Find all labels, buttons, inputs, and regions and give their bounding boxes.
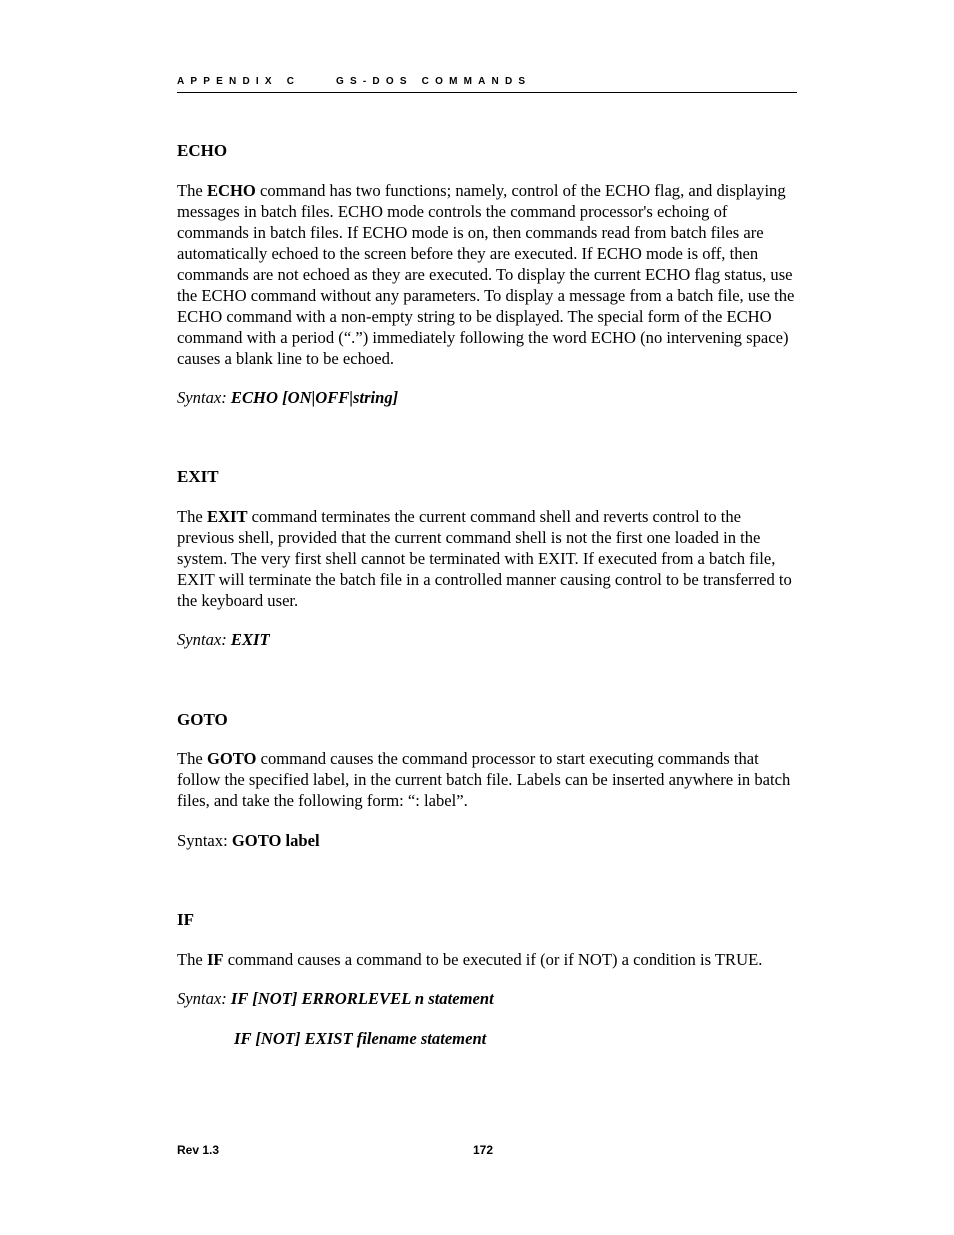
syntax-if (177, 988, 494, 1009)
text: command terminates the current command shell and reverts control to the previous shell, provided that the current command shell is not the first one loaded in the system. The very first shell cannot be terminated with EXIT. If executed from a batch file, EXIT will terminate the batch file in a controlled manner causing control to be transferred to the keyboard user. (177, 507, 792, 610)
text: command causes the command processor to start executing commands that follow the specified label, in the current batch file. Labels can be inserted anywhere in batch files, and take the following form: “: label”. (177, 749, 791, 810)
syntax-goto (177, 830, 320, 851)
footer-revision: Rev 1.3 (177, 1143, 220, 1157)
syntax-exit (177, 629, 270, 650)
paragraph-if (177, 949, 797, 970)
syntax-command: ECHO [ON|OFF|string] (230, 388, 399, 407)
syntax-echo (177, 387, 398, 408)
paragraph-goto (177, 748, 797, 811)
header-rule (177, 92, 797, 93)
header-appendix: APPENDIX C (177, 76, 301, 87)
command-name: IF (206, 950, 224, 969)
running-header (177, 76, 797, 87)
text: The (177, 507, 207, 526)
footer-page-number: 172 (473, 1143, 494, 1157)
syntax-label: Syntax: (177, 989, 227, 1008)
heading-goto: GOTO (177, 710, 228, 729)
syntax-label: Syntax: (177, 630, 227, 649)
text: command causes a command to be executed if (or if NOT) a condition is TRUE. (223, 950, 763, 969)
heading-exit: EXIT (177, 467, 219, 486)
text: command has two functions; namely, control of the ECHO flag, and displaying messages in batch files. ECHO mode controls the command processor's echoing of commands in batch files. If ECHO mode is on, then commands read from batch files are automatically echoed to the screen before they are executed. If ECHO mode is off, then commands are not echoed as they are executed. To display the current ECHO flag status, use the ECHO command without any parameters. To display a message from a batch file, use the ECHO command with a non-empty string to be displayed. The special form of the ECHO command with a period (“.”) immediately following the word ECHO (no intervening space) causes a blank line to be echoed. (177, 181, 795, 368)
command-name: EXIT (206, 507, 248, 526)
syntax-command-errorlevel: IF [NOT] ERRORLEVEL n statement (230, 989, 494, 1008)
command-name: ECHO (206, 181, 256, 200)
syntax-command: GOTO label (231, 831, 320, 850)
text: The (177, 950, 207, 969)
paragraph-exit (177, 506, 797, 611)
command-name: GOTO (206, 749, 257, 768)
syntax-command: EXIT (230, 630, 270, 649)
syntax-label: Syntax: (177, 388, 227, 407)
heading-echo: ECHO (177, 141, 228, 160)
syntax-if-exist (234, 1028, 486, 1049)
syntax-command-exist: IF [NOT] EXIST filename statement (234, 1029, 487, 1048)
text: The (177, 749, 207, 768)
heading-if: IF (177, 910, 194, 929)
paragraph-echo (177, 180, 797, 369)
syntax-label: Syntax: (177, 831, 228, 850)
text: The (177, 181, 207, 200)
header-title: GS-DOS COMMANDS (336, 76, 532, 87)
